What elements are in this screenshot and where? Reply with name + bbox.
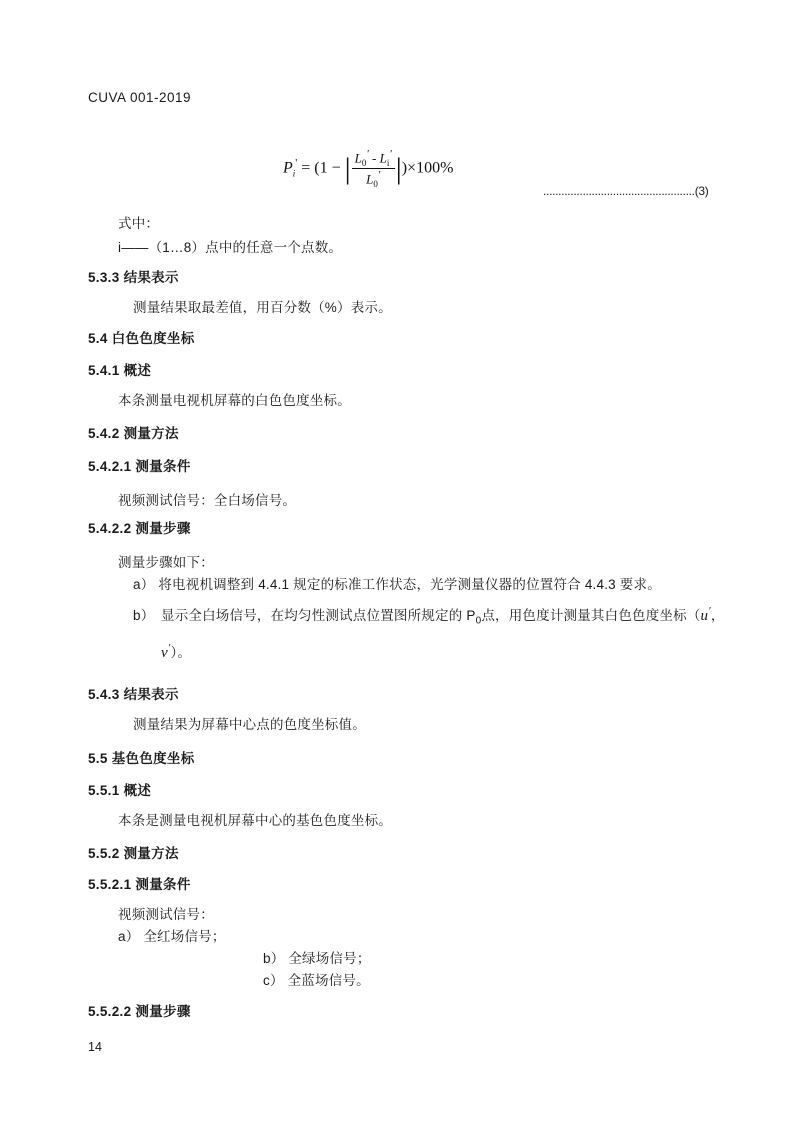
formula-open: = (1 − <box>301 159 341 177</box>
para-5-4-2-1: 视频测试信号：全白场信号。 <box>118 493 297 508</box>
heading-5-5: 5.5 基色色度坐标 <box>88 751 195 766</box>
equation-number <box>543 184 708 198</box>
heading-5-5-2-1: 5.5.2.1 测量条件 <box>88 877 191 892</box>
signal-item-a: a） 全红场信号； <box>118 929 226 944</box>
formula-abs-close: | <box>395 151 402 185</box>
formula-abs-open: | <box>344 151 351 185</box>
para-5-5-1: 本条是测量电视机屏幕中心的基色色度坐标。 <box>118 813 392 828</box>
heading-5-3-3: 5.3.3 结果表示 <box>88 270 179 285</box>
where-definition: i——（1…8）点中的任意一个点数。 <box>118 240 343 255</box>
list-item-b-text-1: 显示全白场信号，在均匀性测试点位置图所规定的 P <box>161 608 476 623</box>
list-item-a: a） 将电视机调整到 4.4.1 规定的标准工作状态，光学测量仪器的位置符合 4.4.3 要求。 <box>133 577 661 592</box>
formula-p-prime: ' <box>295 157 298 170</box>
symbol-v-prime: v′ <box>161 642 171 661</box>
formula-expression <box>283 148 453 190</box>
signal-item-c: c） 全蓝场信号。 <box>263 973 370 988</box>
heading-5-4-3: 5.4.3 结果表示 <box>88 687 179 702</box>
where-label: 式中： <box>118 216 160 231</box>
formula-denominator: $L_0'$ <box>366 169 381 190</box>
signal-item-b: b） 全绿场信号； <box>263 951 371 966</box>
para-5-4-3: 测量结果为屏幕中心点的色度坐标值。 <box>133 717 366 732</box>
list-item-b-comma: ， <box>710 608 725 623</box>
formula-p-subscript: i <box>292 168 296 179</box>
list-item-b-text-3: ）。 <box>170 645 192 660</box>
formula-numerator: $L_0' - L_i'$ <box>352 148 395 169</box>
list-item-b-label: b） <box>133 608 155 623</box>
heading-5-4-2-2: 5.4.2.2 测量步骤 <box>88 521 191 536</box>
equation-leader: .................................................. <box>543 184 695 198</box>
heading-5-5-2-2: 5.5.2.2 测量步骤 <box>88 1004 191 1019</box>
heading-5-4-2-1: 5.4.2.1 测量条件 <box>88 459 191 474</box>
para-5-4-2-2-intro: 测量步骤如下： <box>118 555 214 570</box>
para-5-5-2-1: 视频测试信号： <box>118 907 214 922</box>
heading-5-5-2: 5.5.2 测量方法 <box>88 846 179 861</box>
formula-fraction <box>352 148 395 190</box>
formula-p-symbol: P <box>283 159 293 177</box>
list-item-b-subscript: 0 <box>475 615 482 627</box>
equation-label: (3) <box>694 184 709 198</box>
formula-close: )×100% <box>401 159 454 177</box>
heading-5-4: 5.4 白色色度坐标 <box>88 331 195 346</box>
formula-block <box>88 148 718 206</box>
list-item-b-text-2: 点，用色度计测量其白色色度坐标（ <box>481 608 701 623</box>
heading-5-5-1: 5.5.1 概述 <box>88 783 152 798</box>
page-header: CUVA 001-2019 <box>88 90 192 105</box>
heading-5-4-2: 5.4.2 测量方法 <box>88 426 179 441</box>
heading-5-4-1: 5.4.1 概述 <box>88 363 152 378</box>
list-item-b-cont <box>161 641 191 662</box>
para-5-3-3: 测量结果取最差值，用百分数（%）表示。 <box>133 300 392 315</box>
symbol-u-prime: u′ <box>700 605 711 624</box>
page-footer: 14 <box>88 1040 102 1054</box>
list-item-b <box>133 604 725 627</box>
para-5-4-1: 本条测量电视机屏幕的白色色度坐标。 <box>118 393 351 408</box>
